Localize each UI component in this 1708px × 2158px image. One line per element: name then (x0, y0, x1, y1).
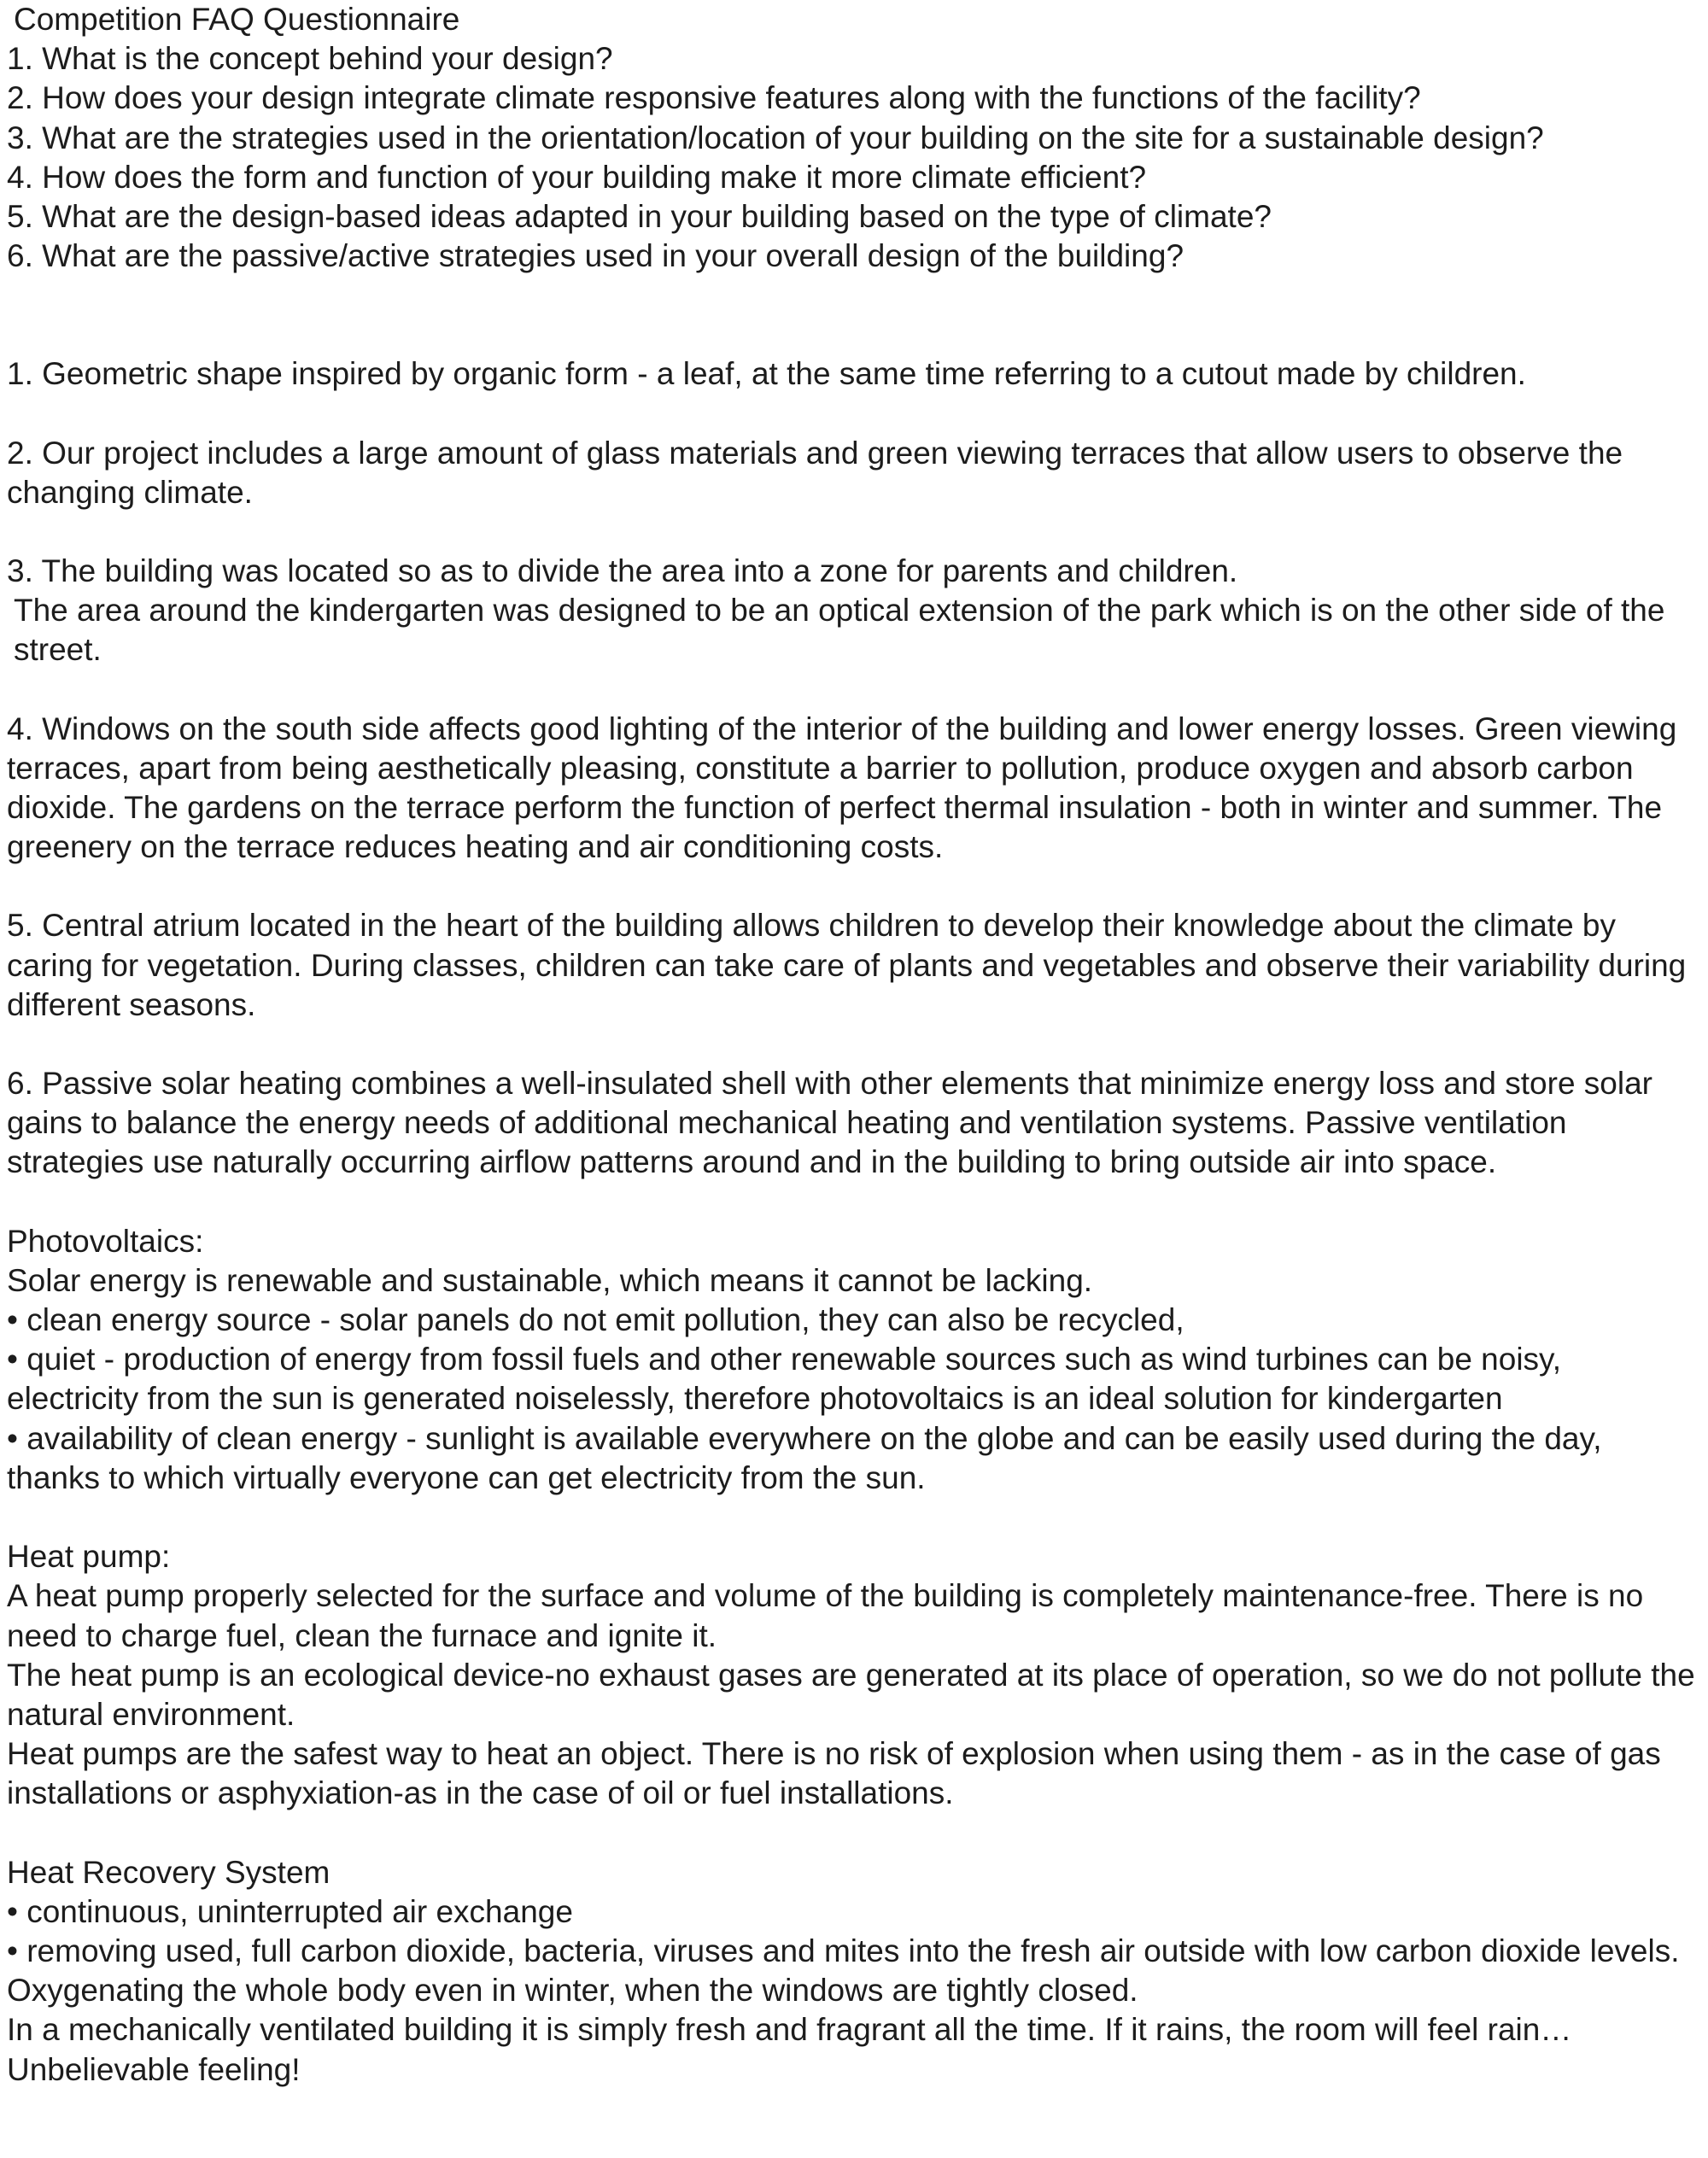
heat-pump-section (7, 1537, 1701, 1813)
answer-5: 5. Central atrium located in the heart of the building allows children to develop their knowledge about the climate by caring for vegetation. During classes, children can take care of plants and vegetables and observe their variability during different seasons. (7, 908, 1687, 1022)
heat-recovery-bullet-1: • continuous, uninterrupted air exchange (7, 1893, 573, 1929)
answer-3-line-2: The area around the kindergarten was designed to be an optical extension of the park which is on the other side of the street. (14, 593, 1665, 668)
heat-recovery-paragraph-1: Oxygenating the whole body even in winter, when the windows are tightly closed. (7, 1973, 1138, 2009)
question-1: 1. What is the concept behind your design? (7, 41, 613, 77)
spacer (7, 670, 1701, 710)
photovoltaics-heading: Photovoltaics: (7, 1223, 204, 1259)
heat-recovery-bullet-2: • removing used, full carbon dioxide, bacteria, viruses and mites into the fresh air outside with low carbon dioxide levels. (7, 1933, 1680, 1968)
photovoltaics-bullet-1: • clean energy source - solar panels do not emit pollution, they can also be recycled, (7, 1302, 1184, 1338)
answer-1: 1. Geometric shape inspired by organic form - a leaf, at the same time referring to a cutout made by children. (7, 356, 1526, 392)
heat-recovery-paragraph-2: In a mechanically ventilated building it is simply fresh and fragrant all the time. If it rains, the room will feel rain… Unbelievable feeling! (7, 2012, 1572, 2087)
spacer (7, 395, 1701, 434)
heat-pump-paragraph-3: Heat pumps are the safest way to heat an object. There is no risk of explosion when using them - as in the case of gas installations or asphyxiation-as in the case of oil or fuel installations. (7, 1736, 1661, 1811)
document-page (7, 0, 1701, 2090)
heat-pump-paragraph-2: The heat pump is an ecological device-no exhaust gases are generated at its place of operation, so we do not pollute the natural environment. (7, 1657, 1695, 1732)
spacer (7, 1183, 1701, 1222)
question-list (7, 39, 1701, 276)
heat-recovery-heading: Heat Recovery System (7, 1854, 330, 1890)
answer-3-line-1: 3. The building was located so as to divide the area into a zone for parents and children. (7, 553, 1238, 589)
question-6: 6. What are the passive/active strategies used in your overall design of the building? (7, 238, 1184, 274)
heat-pump-paragraph-1: A heat pump properly selected for the surface and volume of the building is completely maintenance-free. There is no need to charge fuel, clean the furnace and ignite it. (7, 1578, 1644, 1653)
answer-2: 2. Our project includes a large amount of glass materials and green viewing terraces that allow users to observe the changing climate. (7, 435, 1623, 510)
spacer (7, 1498, 1701, 1537)
document-title: Competition FAQ Questionnaire (14, 2, 460, 37)
photovoltaics-intro: Solar energy is renewable and sustainable, which means it cannot be lacking. (7, 1262, 1093, 1298)
question-5: 5. What are the design-based ideas adapted in your building based on the type of climate? (7, 199, 1272, 235)
heat-recovery-section (7, 1853, 1701, 2090)
question-4: 4. How does the form and function of your building make it more climate efficient? (7, 159, 1147, 195)
answer-4: 4. Windows on the south side affects good lighting of the interior of the building and lower energy losses. Green viewing terraces, apart from being aesthetically pleasing, constitute a barrier to pollution, produce oxygen and absorb carbon dioxide. The gardens on the terrace perform the function of perfect thermal insulation - both in winter and summer. The greenery on the terrace reduces heating and air conditioning costs. (7, 711, 1677, 865)
question-2: 2. How does your design integrate climate responsive features along with the functions of the facility? (7, 80, 1421, 116)
photovoltaics-bullet-2: • quiet - production of energy from fossil fuels and other renewable sources such as wind turbines can be noisy, electricity from the sun is generated noiselessly, therefore photovoltaics is an ideal solution for kindergarten (7, 1342, 1562, 1417)
spacer (7, 512, 1701, 552)
answer-6: 6. Passive solar heating combines a well-insulated shell with other elements that minimize energy loss and store solar gains to balance the energy needs of additional mechanical heating and ventilation systems. Passive ventilation strategies use naturally occurring airflow patterns around and in the building to bring outside air into space. (7, 1066, 1652, 1180)
photovoltaics-section (7, 1222, 1701, 1498)
spacer (7, 1025, 1701, 1064)
spacer (7, 867, 1701, 906)
question-3: 3. What are the strategies used in the orientation/location of your building on the site for a sustainable design? (7, 120, 1544, 155)
heat-pump-heading: Heat pump: (7, 1539, 171, 1575)
spacer (7, 276, 1701, 354)
spacer (7, 1814, 1701, 1853)
photovoltaics-bullet-3: • availability of clean energy - sunlight is available everywhere on the globe and can be easily used during the day, thanks to which virtually everyone can get electricity from the sun. (7, 1420, 1602, 1495)
